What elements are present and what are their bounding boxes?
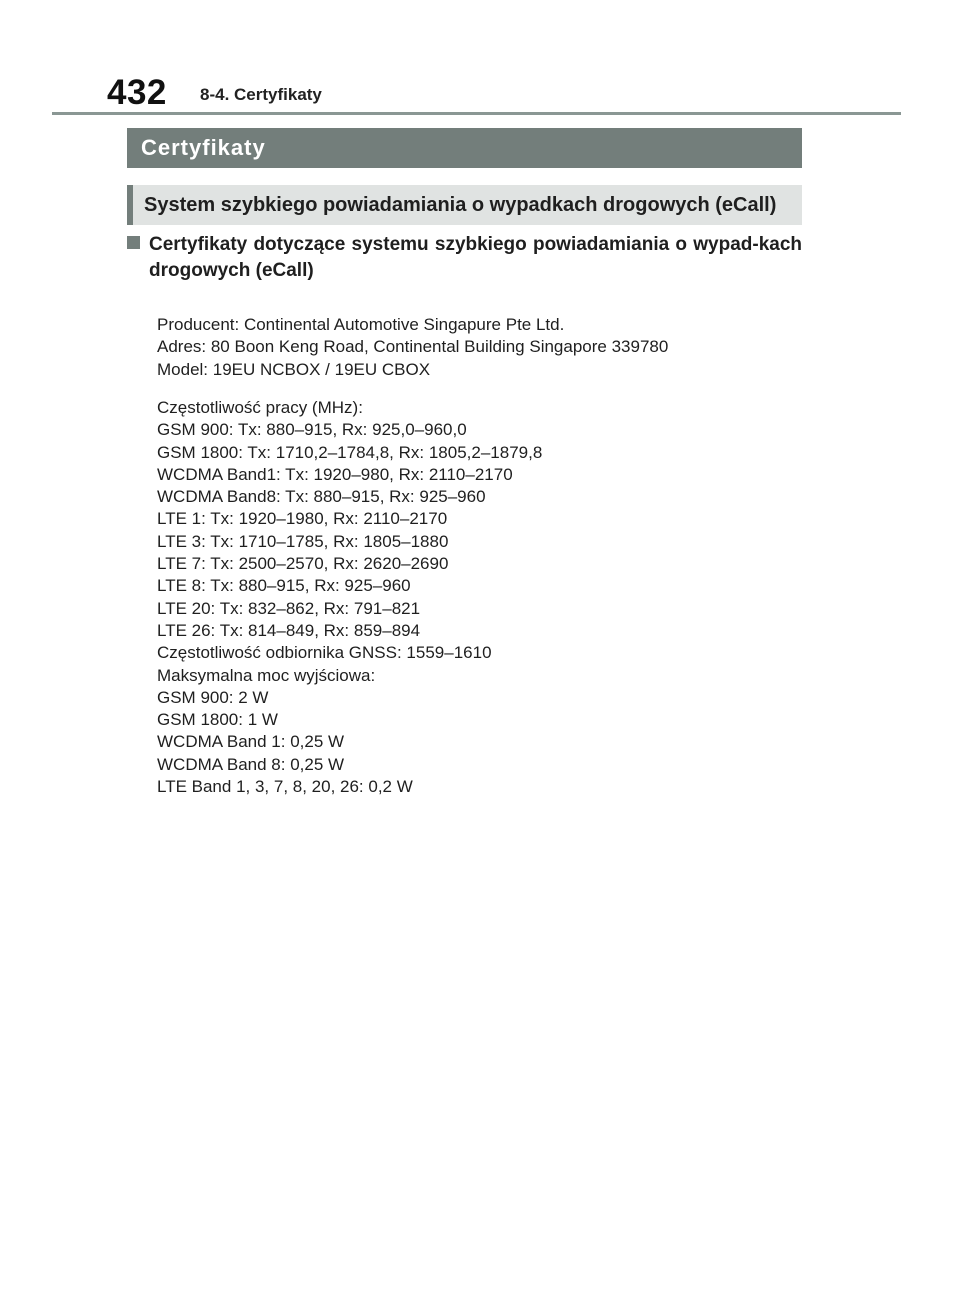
page-header (0, 0, 960, 118)
topic-heading: Certyfikaty dotyczące systemu szybkiego powiadamiania o wypad-kach drogowych (eCall) (149, 234, 802, 281)
spec-line: Maksymalna moc wyjściowa: (157, 665, 376, 685)
spec-line: LTE 3: Tx: 1710–1785, Rx: 1805–1880 (157, 531, 449, 551)
topic-block (127, 232, 802, 284)
spec-line: LTE 26: Tx: 814–849, Rx: 859–894 (157, 620, 421, 640)
spec-line: Częstotliwość pracy (MHz): (157, 398, 363, 417)
spec-line: GSM 1800: 1 W (157, 710, 278, 730)
spec-line: GSM 1800: Tx: 1710,2–1784,8, Rx: 1805,2–1879,8 (157, 442, 543, 462)
spec-line: GSM 900: Tx: 880–915, Rx: 925,0–960,0 (157, 420, 467, 440)
frequency-specs (157, 397, 797, 798)
chapter-title: Certyfikaty (141, 135, 266, 160)
square-bullet-icon (127, 236, 140, 249)
spec-line: WCDMA Band8: Tx: 880–915, Rx: 925–960 (157, 487, 486, 507)
spec-line: LTE Band 1, 3, 7, 8, 20, 26: 0,2 W (157, 777, 413, 797)
subsection-title: System szybkiego powiadamiania o wypadkach drogowych (eCall) (144, 194, 777, 216)
spec-line: WCDMA Band1: Tx: 1920–980, Rx: 2110–2170 (157, 464, 513, 484)
manufacturer-line: Producent: Continental Automotive Singapure Pte Ltd. (157, 315, 565, 334)
spec-line: WCDMA Band 1: 0,25 W (157, 732, 345, 752)
subsection-bar (127, 185, 802, 225)
manufacturer-info (157, 314, 797, 381)
address-line: Adres: 80 Boon Keng Road, Continental Building Singapore 339780 (157, 337, 669, 357)
page-number: 432 (107, 73, 167, 112)
chapter-banner (127, 128, 802, 168)
header-divider (52, 112, 901, 115)
subsection-marker (127, 185, 133, 225)
spec-line: GSM 900: 2 W (157, 687, 269, 707)
spec-line: Częstotliwość odbiornika GNSS: 1559–1610 (157, 643, 492, 663)
spec-line: LTE 7: Tx: 2500–2570, Rx: 2620–2690 (157, 554, 449, 574)
section-breadcrumb: 8-4. Certyfikaty (200, 85, 322, 104)
spec-line: LTE 20: Tx: 832–862, Rx: 791–821 (157, 598, 421, 618)
spec-line: LTE 1: Tx: 1920–1980, Rx: 2110–2170 (157, 509, 448, 529)
spec-line: LTE 8: Tx: 880–915, Rx: 925–960 (157, 576, 411, 596)
spec-line: WCDMA Band 8: 0,25 W (157, 754, 345, 774)
model-line: Model: 19EU NCBOX / 19EU CBOX (157, 359, 431, 379)
